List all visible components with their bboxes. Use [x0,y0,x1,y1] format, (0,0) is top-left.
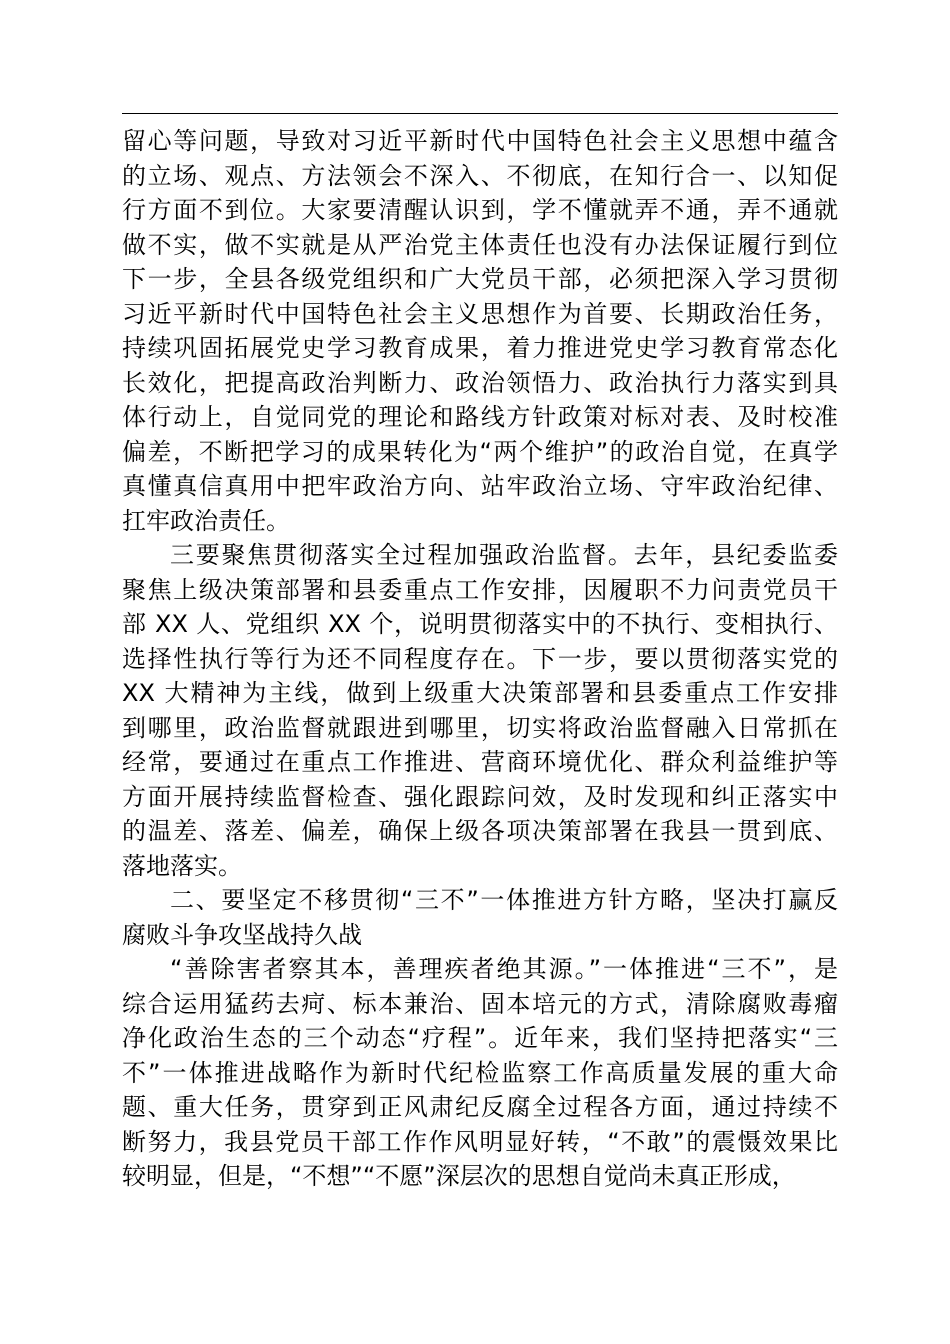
text-line: 持续巩固拓展党史学习教育成果，着力推进党史学习教育常态化 [122,334,838,362]
para-three-nos [122,952,838,1194]
text-line: 经常，要通过在重点工作推进、营商环境优化、群众利益维护等 [122,748,838,776]
text-line: 真懂真信真用中把牢政治方向、站牢政治立场、守牢政治纪律、 [122,472,838,500]
text-line: 部 XX 人、党组织 XX 个，说明贯彻落实中的不执行、变相执行、 [122,610,838,638]
para-continued [122,124,838,538]
document-body [122,124,838,1194]
text-line: 做不实，做不实就是从严治党主体责任也没有办法保证履行到位 [122,230,838,259]
text-line: 二、要坚定不移贯彻“三不”一体推进方针方略，坚决打赢反 [170,886,838,914]
text-line: 长效化，把提高政治判断力、政治领悟力、政治执行力落实到具 [122,368,838,397]
text-line: 扛牢政治责任。 [122,506,290,535]
text-line: 留心等问题，导致对习近平新时代中国特色社会主义思想中蕴含 [122,127,838,155]
text-line: 下一步，全县各级党组织和广大党员干部，必须把深入学习贯彻 [122,265,838,293]
text-line: 不”一体推进战略作为新时代纪检监察工作高质量发展的重大命 [122,1058,838,1087]
text-line: 习近平新时代中国特色社会主义思想作为首要、长期政治任务， [122,299,838,328]
heading-two [122,883,838,952]
text-line: “善除害者察其本，善理疾者绝其源。”一体推进“三不”，是 [170,955,838,983]
text-line: 选择性执行等行为还不同程度存在。下一步，要以贯彻落实党的 [122,644,838,673]
text-line: 到哪里，政治监督就跟进到哪里，切实将政治监督融入日常抓在 [122,713,838,742]
text-line: 落地落实。 [122,851,242,880]
header-rule [122,113,838,114]
text-line: XX 大精神为主线，做到上级重大决策部署和县委重点工作安排 [122,679,838,707]
text-line: 净化政治生态的三个动态“疗程”。近年来，我们坚持把落实“三 [122,1024,838,1052]
text-line: 断努力，我县党员干部工作作风明显好转，“不敢”的震慑效果比 [122,1127,838,1156]
text-line: 体行动上，自觉同党的理论和路线方针政策对标对表、及时校准 [122,403,838,431]
text-line: 行方面不到位。大家要清醒认识到，学不懂就弄不通，弄不通就 [122,196,838,224]
text-line: 偏差，不断把学习的成果转化为“两个维护”的政治自觉，在真学 [122,437,838,466]
text-line: 综合运用猛药去疴、标本兼治、固本培元的方式，清除腐败毒瘤 [122,989,838,1018]
text-line: 的立场、观点、方法领会不深入、不彻底，在知行合一、以知促 [122,161,838,190]
text-line: 三要聚焦贯彻落实全过程加强政治监督。去年，县纪委监委 [170,541,838,569]
text-line: 聚焦上级决策部署和县委重点工作安排，因履职不力问责党员干 [122,575,838,604]
text-line: 腐败斗争攻坚战持久战 [122,920,362,949]
text-line: 方面开展持续监督检查、强化跟踪问效，及时发现和纠正落实中 [122,782,838,811]
para-political-supervision [122,538,838,883]
text-line: 较明显，但是，“不想”“不愿”深层次的思想自觉尚未真正形成， [122,1162,796,1190]
text-line: 的温差、落差、偏差，确保上级各项决策部署在我县一贯到底、 [122,817,838,845]
text-line: 题、重大任务，贯穿到正风肃纪反腐全过程各方面，通过持续不 [122,1093,838,1121]
